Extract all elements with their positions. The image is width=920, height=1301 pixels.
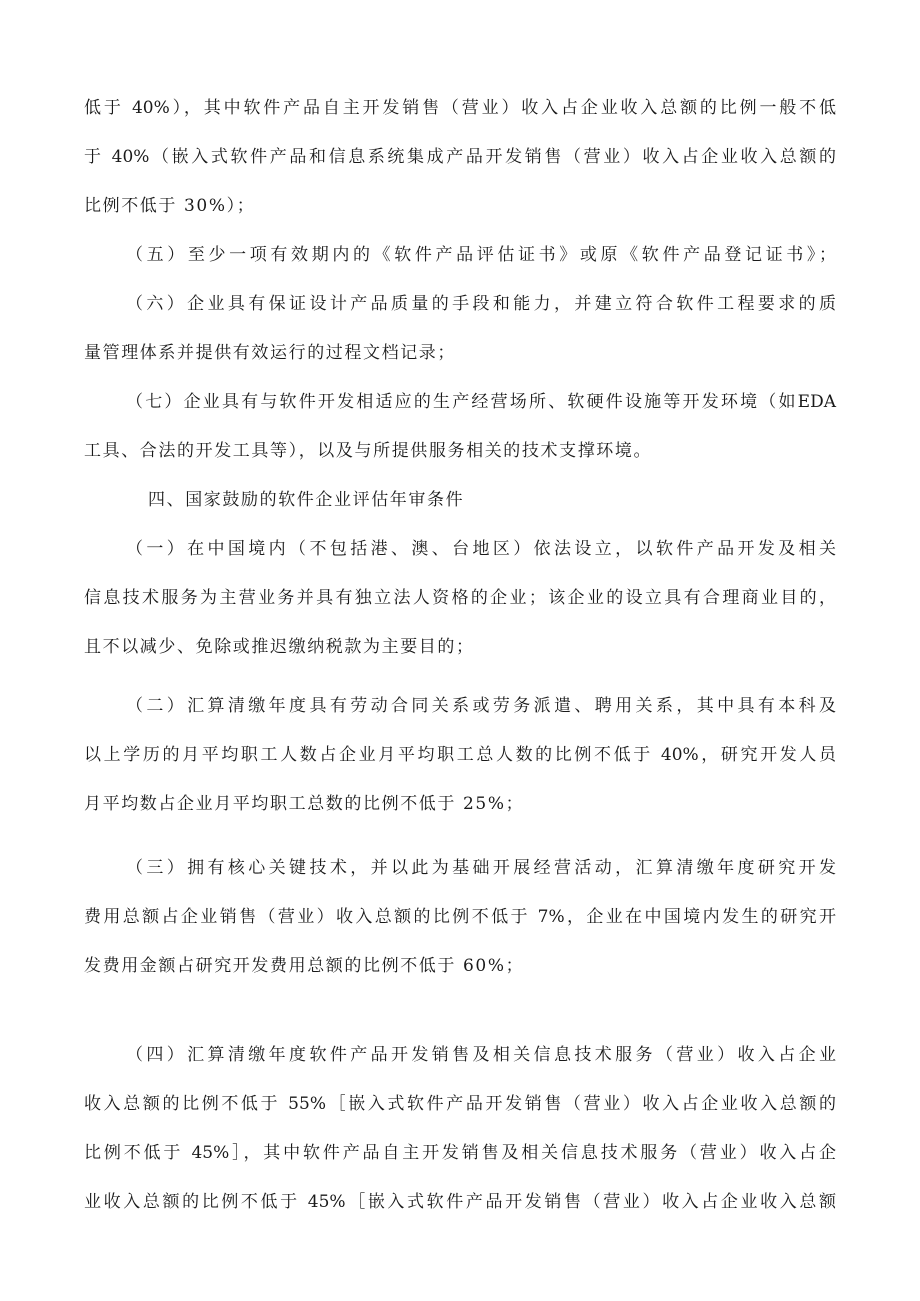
text-line: 且不以减少、免除或推迟缴纳税款为主要目的； <box>84 637 475 657</box>
text-line: 工具、合法的开发工具等），以及与所提供服务相关的技术支撑环境。 <box>84 441 653 461</box>
text-line: 业收入总额的比例不低于 45%［嵌入式软件产品开发销售（营业）收入占企业收入总额 <box>84 1192 836 1212</box>
text-line: 于 40%（嵌入式软件产品和信息系统集成产品开发销售（营业）收入占企业收入总额的 <box>84 147 836 167</box>
text-line: （七）企业具有与软件开发相适应的生产经营场所、软硬件设施等开发环境（如EDA <box>126 392 836 412</box>
section-heading: 四、国家鼓励的软件企业评估年审条件 <box>148 490 465 510</box>
text-line: （二）汇算清缴年度具有劳动合同关系或劳务派遣、聘用关系，其中具有本科及 <box>126 696 836 716</box>
text-line: （三）拥有核心关键技术，并以此为基础开展经营活动，汇算清缴年度研究开发 <box>126 858 836 878</box>
text-line: （五）至少一项有效期内的《软件产品评估证书》或原《软件产品登记证书》； <box>126 245 836 265</box>
text-line: 费用总额占企业销售（营业）收入总额的比例不低于 7%，企业在中国境内发生的研究开 <box>84 907 836 927</box>
text-line: 低于 40%），其中软件产品自主开发销售（营业）收入占企业收入总额的比例一般不低 <box>84 98 836 118</box>
text-line: 发费用金额占研究开发费用总额的比例不低于 60%； <box>84 956 525 976</box>
text-line: 月平均数占企业月平均职工总数的比例不低于 25%； <box>84 794 525 814</box>
text-line: 以上学历的月平均职工人数占企业月平均职工总人数的比例不低于 40%，研究开发人员 <box>84 745 836 765</box>
text-line: （四）汇算清缴年度软件产品开发销售及相关信息技术服务（营业）收入占企业 <box>126 1045 836 1065</box>
text-line: 信息技术服务为主营业务并具有独立法人资格的企业；该企业的设立具有合理商业目的， <box>84 588 836 608</box>
text-line: 收入总额的比例不低于 55%［嵌入式软件产品开发销售（营业）收入占企业收入总额的 <box>84 1094 836 1114</box>
text-line: 比例不低于 30%）； <box>84 196 256 216</box>
text-line: （六）企业具有保证设计产品质量的手段和能力，并建立符合软件工程要求的质 <box>126 294 836 314</box>
text-line: 比例不低于 45%］，其中软件产品自主开发销售及相关信息技术服务（营业）收入占企 <box>84 1143 836 1163</box>
text-line: （一）在中国境内（不包括港、澳、台地区）依法设立，以软件产品开发及相关 <box>126 539 836 559</box>
text-line: 量管理体系并提供有效运行的过程文档记录； <box>84 343 456 363</box>
